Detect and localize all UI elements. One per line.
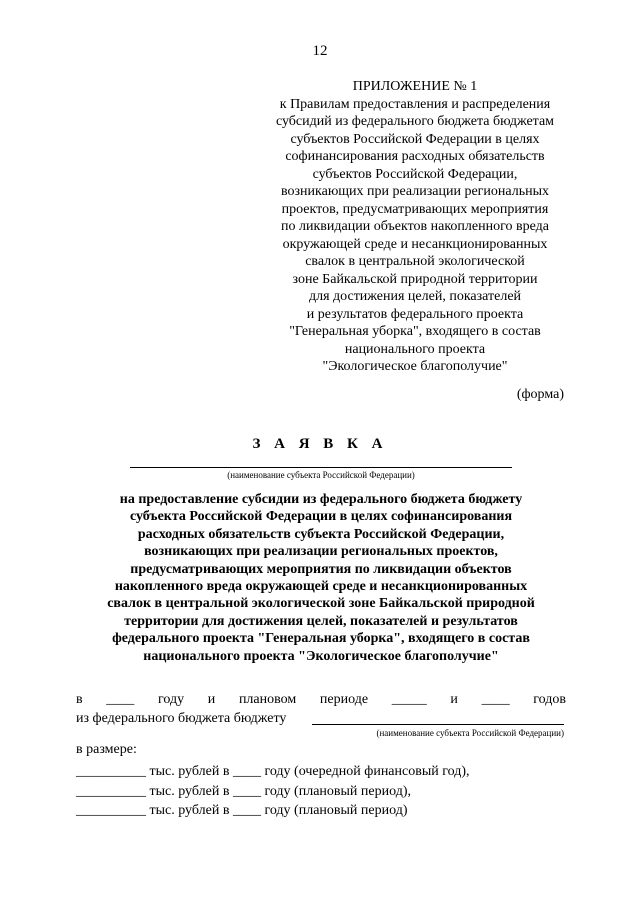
year-blank: _____ (391, 692, 427, 707)
page-number: 12 (312, 43, 328, 59)
amount-line: __________ тыс. рублей в ____ году (очередной финансовый год), (76, 764, 470, 779)
appendix-line: и результатов федерального проекта (306, 306, 524, 322)
purpose-line: на предоставление субсидии из федерального бюджета бюджету (119, 492, 523, 507)
size-label: в размере: (76, 742, 137, 757)
year-blank: ____ (481, 692, 510, 707)
purpose-line: национального проекта "Экологическое благополучие" (143, 648, 499, 664)
appendix-line: возникающих при реализации региональных (280, 184, 550, 199)
appendix-title: ПРИЛОЖЕНИЕ № 1 (352, 79, 478, 94)
period-word: годов (533, 692, 566, 707)
period-word: периоде (319, 692, 369, 707)
purpose-line: накопленного вреда окружающей среде и несанкционированных (114, 579, 528, 595)
appendix-line: национального проекта (344, 341, 486, 357)
purpose-line: федерального проекта "Генеральная уборка", входящего в состав (112, 631, 530, 647)
period-row (76, 692, 566, 708)
amount-line: __________ тыс. рублей в ____ году (плановый период) (76, 803, 408, 818)
document-title: З А Я В К А (252, 436, 388, 452)
year-blank: ____ (106, 692, 135, 707)
amount-line: __________ тыс. рублей в ____ году (плановый период), (76, 784, 411, 799)
purpose-line: свалок в центральной экологической зоне Байкальской природной (107, 596, 535, 612)
subject-name-blank (130, 467, 512, 468)
purpose-line: расходных обязательств субъекта Российской Федерации, (137, 526, 505, 542)
period-word: и (450, 692, 458, 707)
period-word: в (76, 692, 83, 707)
period-word: году (157, 692, 185, 707)
appendix-header (236, 78, 594, 376)
purpose-line: территории для достижения целей, показателей и результатов (124, 613, 518, 629)
appendix-line: к Правилам предоставления и распределения (279, 96, 551, 112)
appendix-line: субсидий из федерального бюджета бюджетам (275, 114, 555, 129)
appendix-line: "Генеральная уборка", входящего в состав (289, 324, 541, 339)
appendix-line: субъектов Российской Федерации в целях (290, 131, 540, 147)
form-label: (форма) (516, 387, 564, 402)
appendix-line: зоне Байкальской природной территории (292, 271, 538, 287)
budget-line: из федерального бюджета бюджету (76, 711, 287, 726)
appendix-line: окружающей среде и несанкционированных (282, 236, 548, 252)
appendix-line: для достижения целей, показателей (308, 289, 522, 304)
purpose-line: субъекта Российской Федерации в целях софинансирования (129, 509, 513, 525)
purpose-text (76, 491, 566, 665)
appendix-line: по ликвидации объектов накопленного вреда (281, 219, 549, 234)
period-word: плановом (238, 692, 297, 707)
purpose-line: возникающих при реализации региональных проектов, (144, 544, 498, 560)
appendix-line: свалок в центральной экологической (305, 254, 525, 269)
period-word: и (207, 692, 216, 707)
subject-name-caption: (наименование субъекта Российской Федерации) (227, 470, 415, 480)
appendix-line: софинансирования расходных обязательств (285, 149, 545, 164)
budget-subject-caption: (наименование субъекта Российской Федерации) (376, 728, 564, 738)
appendix-line: "Экологическое благополучие" (322, 359, 508, 374)
appendix-line: субъектов Российской Федерации, (312, 166, 518, 182)
appendix-line: проектов, предусматривающих мероприятия (281, 201, 549, 217)
budget-subject-blank (312, 724, 564, 725)
purpose-line: предусматривающих мероприятия по ликвидации объектов (130, 561, 512, 577)
